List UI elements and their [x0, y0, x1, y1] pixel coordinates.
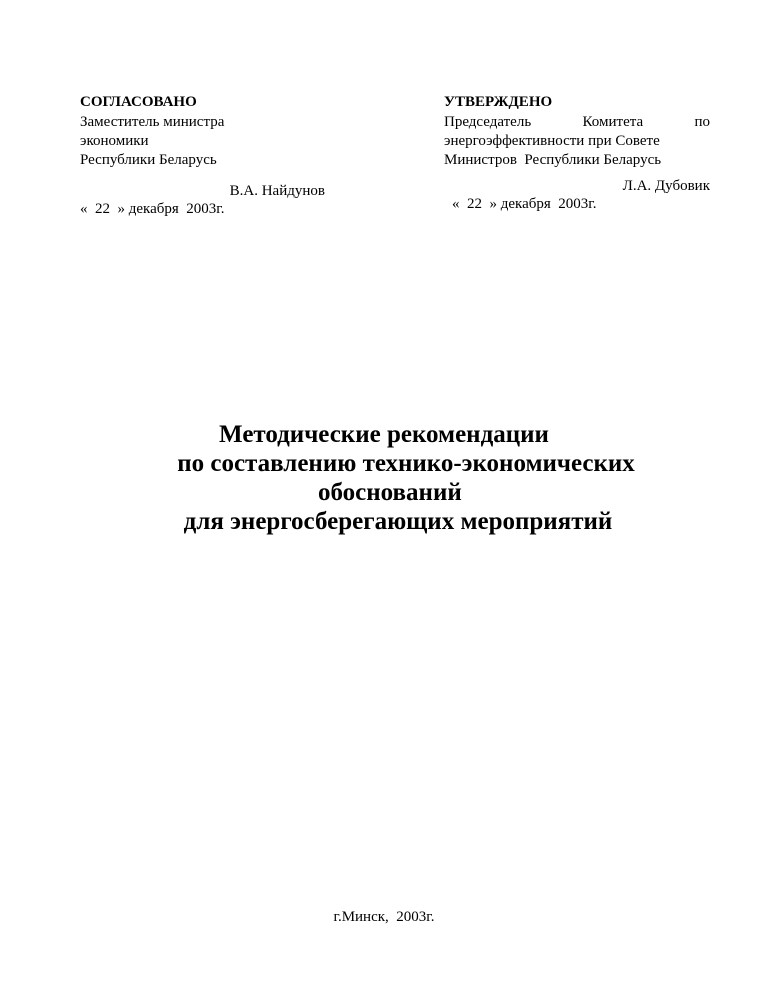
approved-signatory-name: Л.А. Дубовик: [622, 178, 710, 194]
agreed-position-line-1: Заместитель министра: [80, 114, 225, 130]
title-line-3: обоснований: [318, 479, 462, 506]
approval-block-approved: [444, 93, 710, 170]
approved-position-line-2: энергоэффективности при Совете: [444, 133, 660, 149]
title-line-1: Методические рекомендации: [219, 421, 549, 448]
title-line-4: для энергосберегающих мероприятий: [183, 508, 613, 535]
footer-place-date: г.Минск, 2003г.: [333, 909, 435, 925]
approval-block-agreed: [80, 93, 325, 170]
approved-heading: УТВЕРЖДЕНО: [444, 94, 553, 110]
title-line-2: по составлению технико-экономических: [177, 450, 635, 477]
approved-position-line-1: Председатель Комитета по: [444, 114, 710, 130]
agreed-date: « 22 » декабря 2003г.: [80, 201, 225, 217]
agreed-position-line-2: экономики: [80, 133, 149, 149]
agreed-position-line-3: Республики Беларусь: [80, 152, 217, 168]
approved-position-line-3: Министров Республики Беларусь: [444, 152, 662, 168]
agreed-heading: СОГЛАСОВАНО: [80, 94, 197, 110]
approved-date: « 22 » декабря 2003г.: [452, 196, 597, 212]
document-title: [0, 420, 768, 536]
agreed-signatory-name: В.А. Найдунов: [229, 183, 325, 199]
